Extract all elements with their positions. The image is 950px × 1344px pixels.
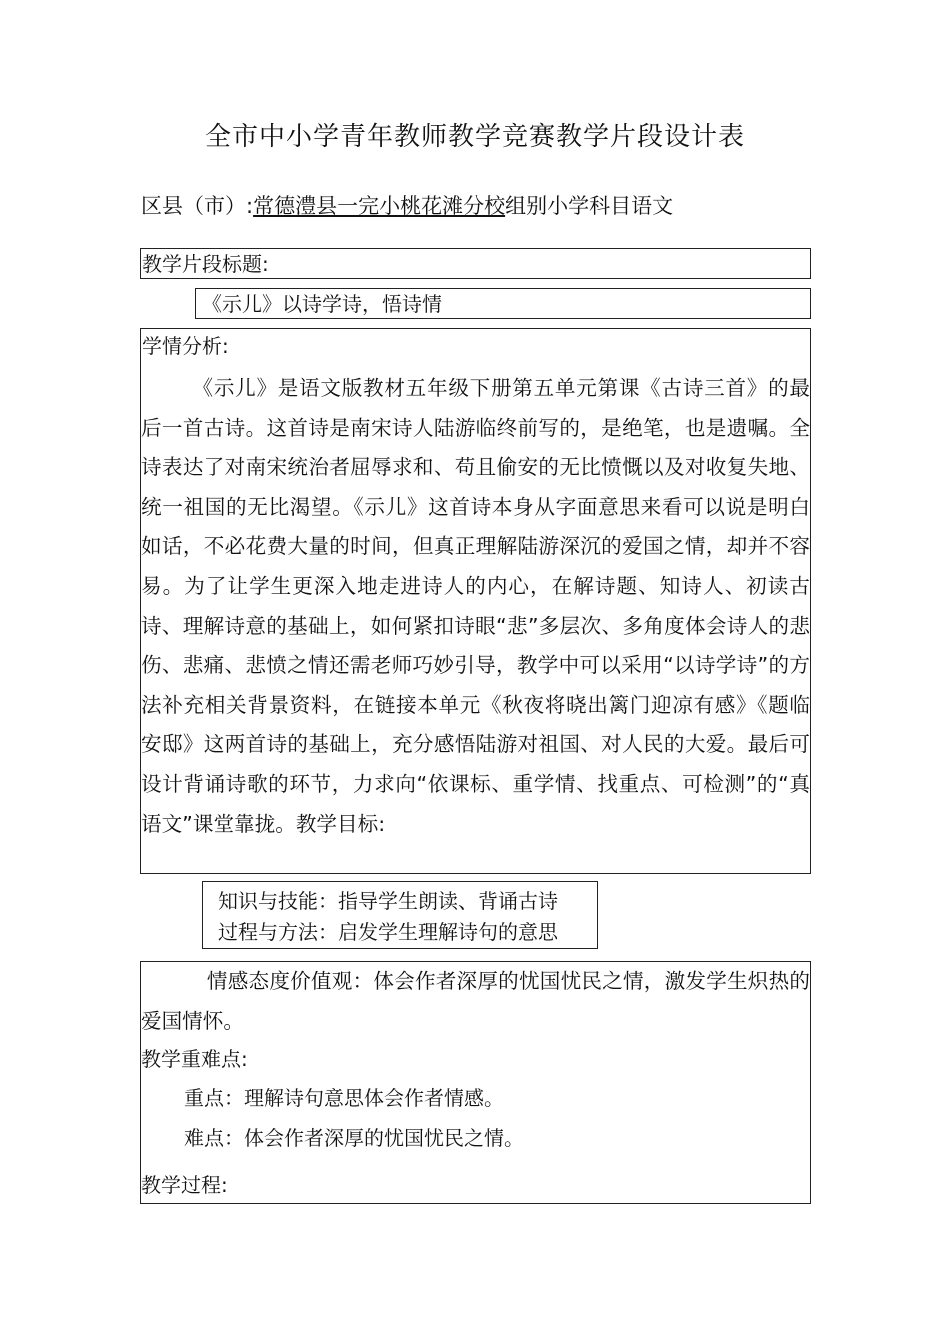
key-point: 重点：理解诗句意思体会作者情感。 xyxy=(184,1086,504,1111)
segment-heading-cell xyxy=(140,248,811,279)
emotion-cell xyxy=(140,961,811,1204)
analysis-body: 《示儿》是语文版教材五年级下册第五单元第课《古诗三首》的最后一首古诗。这首诗是南宋诗人陆游临终前写的，是绝笔，也是遗嘱。全诗表达了对南宋统治者屈辱求和、苟且偷安的无比愤慨以及对收复失地、统一祖国的无比渴望。《示儿》这首诗本身从字面意思来看可以说是明白如话，不必花费大量的时间，但真正理解陆游深沉的爱国之情，却并不容易。为了让学生更深入地走进诗人的内心，在解诗题、知诗人、初读古诗、理解诗意的基础上，如何紧扣诗眼“悲”多层次、多角度体会诗人的悲伤、悲痛、悲愤之情还需老师巧妙引导，教学中可以采用“以诗学诗”的方法补充相关背景资料，在链接本单元《秋夜将晓出篱门迎凉有感》《题临安邸》这两首诗的基础上，充分感悟陆游对祖国、对人民的大爱。最后可设计背诵诗歌的环节，力求向“依课标、重学情、找重点、可检测”的“真语文”课堂靠拢。教学目标: xyxy=(141,376,810,836)
process-heading: 教学过程: xyxy=(141,1173,228,1198)
segment-title: 《示儿》以诗学诗，悟诗情 xyxy=(202,292,442,316)
subject-value: 语文 xyxy=(631,194,674,218)
goal-knowledge: 知识与技能：指导学生朗读、背诵古诗 xyxy=(218,889,558,913)
emotion-goal: 情感态度价值观：体会作者深厚的忧国忧民之情，激发学生炽热的爱国情怀。 xyxy=(141,969,810,1033)
analysis-cell xyxy=(140,328,811,874)
goals-cell xyxy=(202,881,598,949)
document-title: 全市中小学青年教师教学竞赛教学片段设计表 xyxy=(204,122,745,152)
district-label: 区县（市）: xyxy=(141,194,254,218)
analysis-heading: 学情分析: xyxy=(142,334,229,358)
goal-process: 过程与方法：启发学生理解诗句的意思 xyxy=(218,920,558,944)
group-label: 组别 xyxy=(505,194,548,218)
segment-title-cell xyxy=(195,288,811,319)
difficulty-point: 难点：体会作者深厚的忧国忧民之情。 xyxy=(184,1126,524,1151)
group-value: 小学 xyxy=(547,194,590,218)
subject-label: 科目 xyxy=(589,194,632,218)
school-name: 常德澧县一完小桃花滩分校 xyxy=(253,194,506,218)
meta-line xyxy=(141,190,673,220)
segment-heading: 教学片段标题: xyxy=(142,252,269,276)
keypoints-heading: 教学重难点: xyxy=(141,1047,248,1072)
